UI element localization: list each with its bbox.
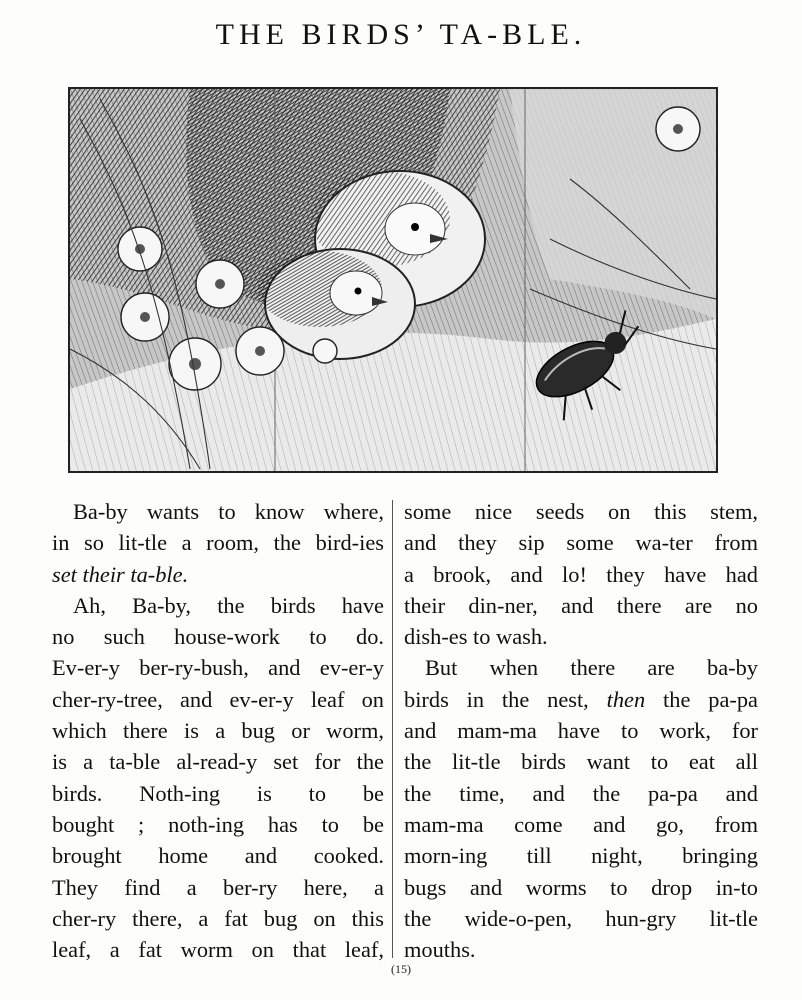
text-line: leaf, a fat worm on that leaf, bbox=[52, 937, 384, 963]
text-line: Ev-er-y ber-ry-bush, and ev-er-y bbox=[52, 655, 384, 681]
text-line: is a ta-ble al-read-y set for the bbox=[52, 749, 384, 775]
text-line: in so lit-tle a room, the bird-ies bbox=[52, 530, 384, 556]
text-line: morn-ing till night, bringing bbox=[404, 843, 758, 869]
text-line: the time, and the pa-pa and bbox=[404, 780, 758, 806]
text-line: which there is a bug or worm, bbox=[52, 718, 384, 744]
page-title: THE BIRDS’ TA-BLE. bbox=[215, 18, 587, 51]
text-line: no such house-work to do. bbox=[52, 624, 384, 650]
text-line: They find a ber-ry here, a bbox=[52, 874, 384, 900]
text-line: the lit-tle birds want to eat all bbox=[404, 749, 758, 775]
text-line: mam-ma come and go, from bbox=[404, 811, 758, 837]
text-line: birds. Noth-ing is to be bbox=[52, 780, 384, 806]
text-line: set their ta-ble. bbox=[52, 561, 189, 587]
text-line: Ba-by wants to know where, bbox=[73, 499, 384, 524]
column-divider bbox=[392, 500, 393, 958]
page-number: (15) bbox=[391, 962, 411, 976]
engraving-illustration bbox=[68, 87, 718, 473]
text-line: a brook, and lo! they have had bbox=[404, 561, 758, 587]
text-line: some nice seeds on this stem, bbox=[404, 499, 758, 524]
text-segment: birds in the nest, bbox=[404, 686, 607, 712]
text-line: bought ; noth-ing has to be bbox=[52, 811, 384, 837]
text-line: Ah, Ba-by, the birds have bbox=[73, 592, 384, 618]
text-line: and they sip some wa-ter from bbox=[404, 530, 758, 556]
text-line: bugs and worms to drop in-to bbox=[404, 874, 758, 900]
left-text-column bbox=[52, 496, 384, 965]
text-line bbox=[404, 684, 758, 715]
text-line: brought home and cooked. bbox=[52, 843, 384, 869]
text-line: cher-ry there, a fat bug on this bbox=[52, 905, 384, 931]
text-segment: the pa-pa bbox=[645, 686, 758, 712]
text-line: their din-ner, and there are no bbox=[404, 592, 758, 618]
text-line: the wide-o-pen, hun-gry lit-tle bbox=[404, 905, 758, 931]
right-text-column bbox=[404, 496, 758, 965]
text-line: dish-es to wash. bbox=[404, 624, 548, 650]
bird-illustration-icon bbox=[70, 89, 716, 471]
text-line: But when there are ba-by bbox=[425, 655, 758, 681]
emphasized-word: then bbox=[606, 686, 646, 712]
text-line: mouths. bbox=[404, 937, 476, 963]
text-line: and mam-ma have to work, for bbox=[404, 718, 758, 744]
text-line: cher-ry-tree, and ev-er-y leaf on bbox=[52, 686, 384, 712]
